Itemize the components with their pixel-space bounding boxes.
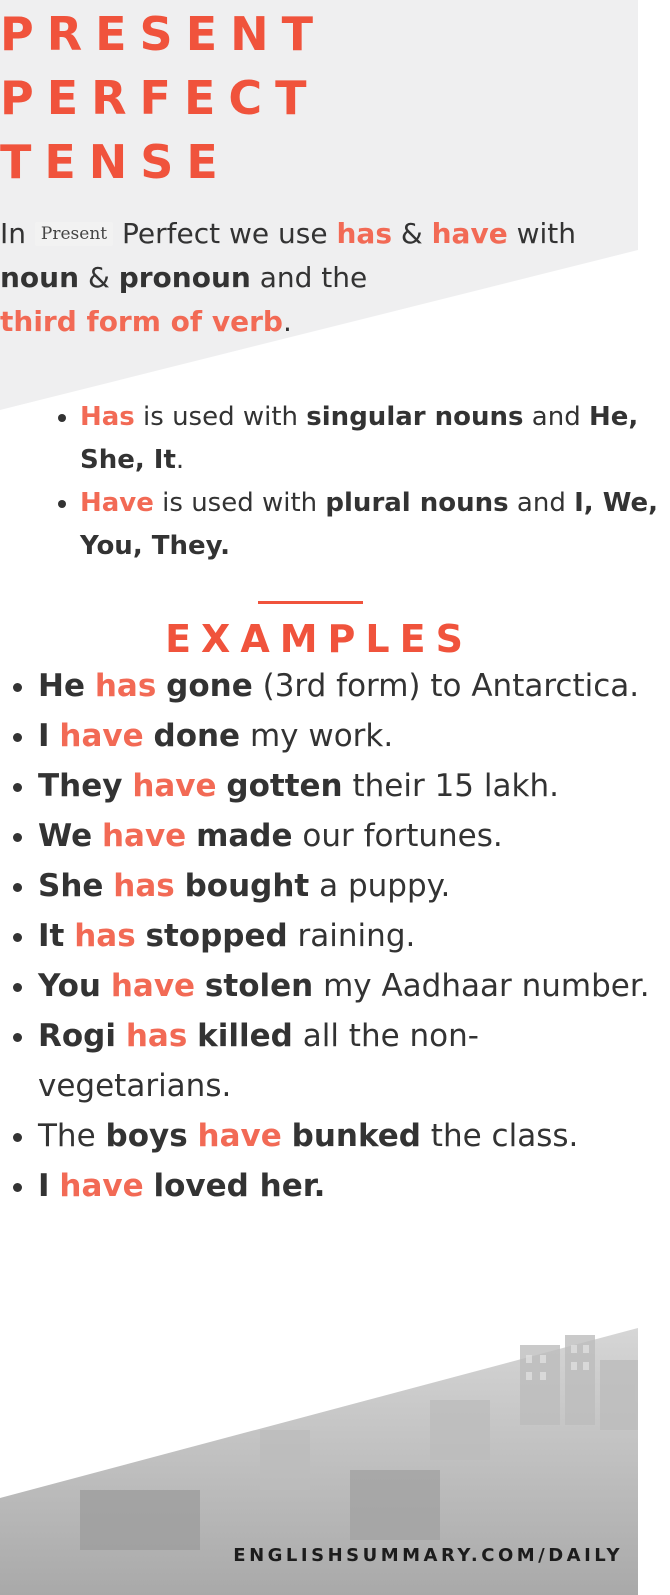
- intro-text: &: [391, 217, 432, 250]
- example-aux: have: [101, 818, 187, 854]
- intro-text: Perfect we use: [113, 217, 337, 250]
- rule-text: and: [508, 488, 575, 518]
- example-rest: (3rd form) to Antarctica.: [252, 668, 640, 704]
- rule-text: is used with: [134, 402, 307, 432]
- rule-verb: Has: [80, 402, 135, 432]
- title-line: PERFECT: [0, 71, 320, 125]
- intro-text: .: [282, 305, 292, 338]
- title-line: PRESENT: [0, 7, 326, 61]
- intro-text: In: [0, 217, 35, 250]
- rule-pronouns: I, We, You, They.: [80, 488, 658, 561]
- example-rest: my work.: [240, 718, 394, 754]
- rule-nouns: plural nouns: [325, 488, 509, 518]
- example-subject: I: [38, 1168, 50, 1204]
- example-subject: Rogi: [38, 1018, 116, 1054]
- intro-paragraph: [0, 212, 615, 344]
- example-item: [38, 811, 668, 861]
- example-aux: have: [110, 968, 196, 1004]
- example-aux: has: [125, 1018, 188, 1054]
- example-item: [38, 1161, 668, 1211]
- example-item: [38, 661, 668, 711]
- rule-text: .: [175, 445, 185, 475]
- example-aux: have: [59, 1168, 144, 1204]
- example-rest: a puppy.: [309, 868, 451, 904]
- example-aux: have: [197, 1118, 282, 1154]
- rule-item: [80, 482, 670, 568]
- example-verb: bunked: [291, 1118, 421, 1154]
- example-verb: gotten: [226, 768, 343, 804]
- example-aux: have: [59, 718, 144, 754]
- pronoun-bold: pronoun: [118, 261, 251, 294]
- present-tag: Present: [35, 222, 113, 246]
- intro-text: &: [79, 261, 119, 294]
- example-subject: He: [38, 668, 85, 704]
- example-aux: have: [132, 768, 217, 804]
- third-form-highlight: third form of verb: [0, 305, 283, 338]
- usage-rules-list: [45, 396, 670, 568]
- example-verb: gone: [166, 668, 253, 704]
- example-verb: stopped: [145, 918, 288, 954]
- page-title: [0, 2, 326, 194]
- example-aux: has: [94, 668, 157, 704]
- example-item: [38, 961, 668, 1011]
- rule-text: and: [523, 402, 589, 432]
- example-verb: killed: [197, 1018, 293, 1054]
- example-subject: They: [38, 768, 123, 804]
- rule-verb: Have: [80, 488, 154, 518]
- example-item: [38, 711, 668, 761]
- example-verb: bought: [184, 868, 310, 904]
- example-subject: I: [38, 718, 50, 754]
- example-rest: the class.: [420, 1118, 579, 1154]
- example-subject: We: [38, 818, 93, 854]
- rule-pronouns: He, She, It: [80, 402, 639, 475]
- example-subject: It: [38, 918, 65, 954]
- example-subject: She: [38, 868, 104, 904]
- example-item: [38, 761, 668, 811]
- section-divider: [258, 601, 363, 604]
- rule-item: [80, 396, 670, 482]
- example-rest: their 15 lakh.: [342, 768, 559, 804]
- example-verb: stolen: [204, 968, 314, 1004]
- website-footer: ENGLISHSUMMARY.COM/DAILY: [233, 1545, 623, 1566]
- example-item: [38, 1111, 668, 1161]
- example-item: [38, 861, 668, 911]
- example-verb: done: [153, 718, 241, 754]
- example-verb: loved her.: [153, 1168, 326, 1204]
- examples-list: [2, 661, 668, 1211]
- example-aux: has: [113, 868, 175, 904]
- noun-bold: noun: [0, 261, 80, 294]
- example-rest: all the non-vegetarians.: [38, 1018, 479, 1104]
- title-line: TENSE: [0, 135, 231, 189]
- rule-nouns: singular nouns: [306, 402, 524, 432]
- example-subject: boys: [105, 1118, 188, 1154]
- has-highlight: has: [336, 217, 392, 250]
- intro-text: with: [507, 217, 577, 250]
- example-item: [38, 1011, 668, 1111]
- example-item: [38, 911, 668, 961]
- rule-text: is used with: [153, 488, 326, 518]
- intro-text: and the: [250, 261, 368, 294]
- example-rest: raining.: [287, 918, 416, 954]
- example-article: The: [38, 1118, 106, 1154]
- example-rest: my Aadhaar number.: [313, 968, 650, 1004]
- example-rest: our fortunes.: [292, 818, 503, 854]
- examples-heading: EXAMPLES: [165, 617, 473, 661]
- example-subject: You: [38, 968, 101, 1004]
- example-verb: made: [196, 818, 293, 854]
- have-highlight: have: [431, 217, 508, 250]
- example-aux: has: [74, 918, 136, 954]
